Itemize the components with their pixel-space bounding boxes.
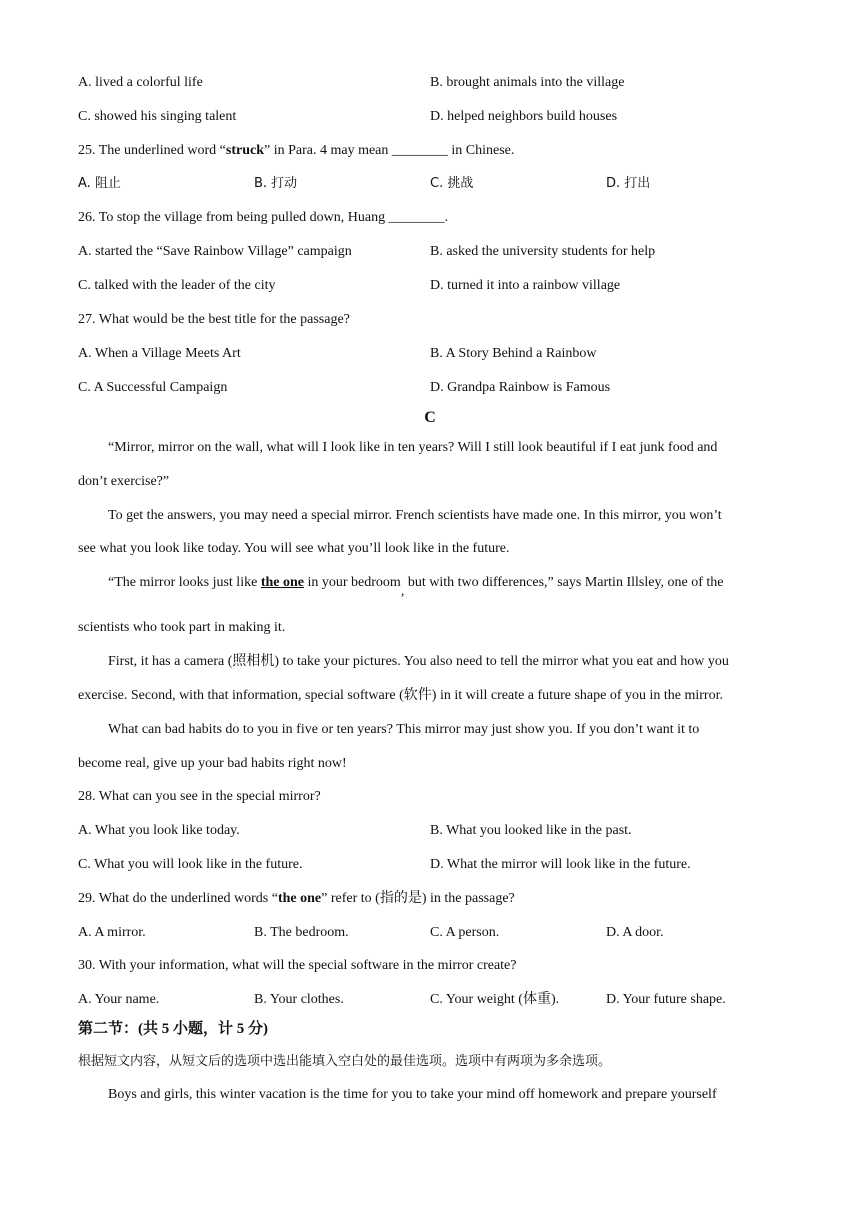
q27-option-d: D. Grandpa Rainbow is Famous <box>430 380 611 395</box>
passage-c-p4-line1: First, it has a camera (照相机) to take your pictures. You also need to tell the mirror what you eat and how you <box>108 654 729 669</box>
passage-c-p5-line1: What can bad habits do to you in five or ten years? This mirror may just show you. If you don’t want it to <box>108 722 700 737</box>
q26-option-c: C. talked with the leader of the city <box>78 278 276 293</box>
p3-text-mid: in your bedroom <box>303 575 401 590</box>
q28-option-c: C. What you will look like in the future. <box>78 857 303 872</box>
q24-option-b: B. brought animals into the village <box>430 75 625 90</box>
q25-option-b: B. 打动 <box>254 176 298 191</box>
passage-c-p3-line2: scientists who took part in making it. <box>78 620 286 635</box>
q29-bold-word: the one <box>277 891 322 906</box>
q26-option-b: B. asked the university students for help <box>430 244 656 259</box>
q30-option-b: B. Your clothes. <box>254 992 344 1007</box>
passage-c-p5-line2: become real, give up your bad habits right now! <box>78 756 347 771</box>
q25-stem-pre: 25. The underlined word “ <box>78 143 226 158</box>
q28-option-b: B. What you looked like in the past. <box>430 823 632 838</box>
q27-option-b: B. A Story Behind a Rainbow <box>430 346 597 361</box>
q29-stem-pre: 29. What do the underlined words “ <box>78 891 278 906</box>
q28-option-d: D. What the mirror will look like in the future. <box>430 857 691 872</box>
q28-stem: 28. What can you see in the special mirror? <box>78 789 321 804</box>
q24-option-d: D. helped neighbors build houses <box>430 109 618 124</box>
p3-text-pre: “The mirror looks just like <box>108 575 261 590</box>
q29-option-b: B. The bedroom. <box>254 925 349 940</box>
q29-stem-post: ” refer to (指的是) in the passage? <box>321 891 515 906</box>
q25-bold-word: struck <box>225 143 264 158</box>
q29-option-a: A. A mirror. <box>78 925 146 940</box>
p3-comma: , <box>400 584 405 599</box>
q30-stem: 30. With your information, what will the special software in the mirror create? <box>78 958 517 973</box>
p3-text-post: but with two differences,” says Martin Illsley, one of the <box>404 575 724 590</box>
passage-c-p3-line1 <box>108 574 724 599</box>
q26-option-a: A. started the “Save Rainbow Village” campaign <box>78 244 352 259</box>
passage-c-p2-line1: To get the answers, you may need a special mirror. French scientists have made one. In this mirror, you won’t <box>108 508 722 523</box>
underlined-the-one: the one <box>260 575 304 590</box>
q26-stem: 26. To stop the village from being pulled down, Huang ________. <box>78 210 449 225</box>
passage-c-p4-line2: exercise. Second, with that information, special software (软件) in it will create a future shape of you in the mirror. <box>78 688 723 703</box>
section-c-heading: C <box>424 409 436 426</box>
q27-stem: 27. What would be the best title for the passage? <box>78 312 350 327</box>
q25-option-d: D. 打出 <box>606 176 651 191</box>
passage-c-p1-line1: “Mirror, mirror on the wall, what will I look like in ten years? Will I still look beautiful if I eat junk food and <box>108 440 718 455</box>
section-2-passage-line1: Boys and girls, this winter vacation is the time for you to take your mind off homework and prepare yourself <box>108 1087 717 1102</box>
q25-stem <box>78 142 514 160</box>
q26-option-d: D. turned it into a rainbow village <box>430 278 621 293</box>
q29-stem <box>78 890 515 908</box>
passage-c-p1-line2: don’t exercise?” <box>78 474 170 489</box>
q25-option-a: A. 阻止 <box>78 176 121 191</box>
q29-option-d: D. A door. <box>606 925 664 940</box>
passage-c-p2-line2: see what you look like today. You will see what you’ll look like in the future. <box>78 541 510 556</box>
q24-option-a: A. lived a colorful life <box>78 75 203 90</box>
q27-option-c: C. A Successful Campaign <box>78 380 228 395</box>
q28-option-a: A. What you look like today. <box>78 823 240 838</box>
q30-option-a: A. Your name. <box>78 992 160 1007</box>
section-2-heading: 第二节：(共 5 小题，计 5 分) <box>78 1021 268 1037</box>
q25-option-c: C. 挑战 <box>430 176 474 191</box>
section-2-instruction: 根据短文内容，从短文后的选项中选出能填入空白处的最佳选项。选项中有两项为多余选项。 <box>78 1054 612 1069</box>
q29-option-c: C. A person. <box>430 925 500 940</box>
q30-option-c: C. Your weight (体重). <box>430 992 560 1007</box>
q24-option-c: C. showed his singing talent <box>78 109 237 124</box>
q27-option-a: A. When a Village Meets Art <box>78 346 241 361</box>
q25-stem-post: ” in Para. 4 may mean ________ in Chinese. <box>264 143 515 158</box>
q30-option-d: D. Your future shape. <box>606 992 726 1007</box>
